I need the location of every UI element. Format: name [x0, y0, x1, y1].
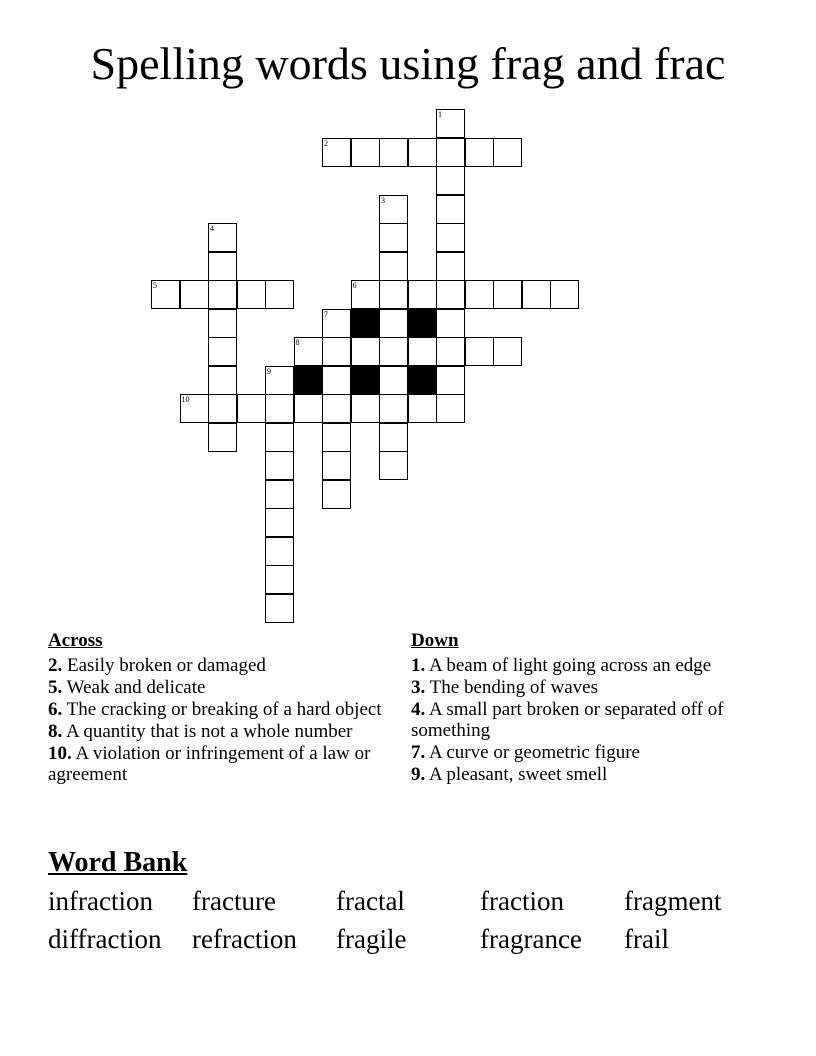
grid-block	[294, 366, 323, 395]
grid-block	[351, 366, 380, 395]
clue-text: Weak and delicate	[66, 677, 206, 698]
grid-cell[interactable]	[379, 366, 408, 395]
grid-block	[408, 366, 437, 395]
down-heading: Down	[411, 630, 459, 651]
grid-cell[interactable]	[322, 423, 351, 452]
clue-text: A violation or infringement of a law or agreement	[48, 743, 371, 785]
down-clues	[411, 630, 756, 786]
word-bank-title: Word Bank	[48, 847, 188, 878]
clue-down-4	[411, 699, 756, 741]
grid-cell[interactable]	[322, 337, 351, 366]
grid-cell[interactable]	[322, 309, 351, 338]
grid-cell[interactable]	[493, 280, 522, 309]
grid-cell[interactable]	[265, 394, 294, 423]
grid-cell[interactable]	[436, 309, 465, 338]
grid-cell[interactable]	[436, 223, 465, 252]
word-bank-item: frail	[624, 924, 669, 954]
grid-cell[interactable]	[294, 337, 323, 366]
cell-number: 6	[352, 281, 357, 290]
clue-text: A pleasant, sweet smell	[428, 764, 608, 785]
grid-cell[interactable]	[379, 394, 408, 423]
clue-text: Easily broken or damaged	[67, 655, 266, 676]
grid-cell[interactable]	[237, 394, 266, 423]
across-heading: Across	[48, 630, 103, 651]
word-bank-item: refraction	[192, 924, 297, 954]
grid-cell[interactable]	[208, 309, 237, 338]
grid-cell[interactable]	[465, 138, 494, 167]
cell-number: 2	[324, 138, 328, 148]
grid-cell[interactable]	[379, 252, 408, 281]
word-bank-item: fracture	[192, 886, 276, 916]
grid-cell[interactable]	[493, 337, 522, 366]
grid-cell[interactable]	[322, 451, 351, 480]
word-bank-item: infraction	[48, 886, 153, 916]
clue-number: 3.	[411, 677, 426, 698]
clue-down-9	[411, 764, 756, 785]
word-bank	[48, 884, 768, 956]
clue-across-10	[48, 743, 393, 785]
grid-cell[interactable]	[436, 394, 465, 423]
grid-cell[interactable]	[208, 423, 237, 452]
grid-cell[interactable]	[379, 337, 408, 366]
grid-cell[interactable]	[265, 594, 294, 623]
clue-down-3	[411, 677, 756, 698]
word-bank-item: diffraction	[48, 924, 162, 954]
clue-number: 6.	[48, 699, 63, 720]
grid-cell[interactable]	[408, 337, 437, 366]
cell-number: 3	[381, 195, 385, 205]
across-clues	[48, 630, 393, 786]
grid-cell[interactable]	[265, 451, 294, 480]
clue-number: 8.	[48, 721, 63, 742]
grid-cell[interactable]	[180, 280, 209, 309]
clue-down-7	[411, 742, 756, 763]
word-bank-item: fractal	[336, 886, 405, 916]
grid-cell[interactable]	[379, 423, 408, 452]
word-bank-item: fragrance	[480, 924, 582, 954]
clue-across-2	[48, 655, 393, 676]
grid-cell[interactable]	[493, 138, 522, 167]
grid-cell[interactable]	[208, 252, 237, 281]
grid-cell[interactable]	[151, 280, 180, 309]
grid-cell[interactable]	[379, 138, 408, 167]
grid-cell[interactable]	[208, 366, 237, 395]
grid-cell[interactable]	[379, 451, 408, 480]
grid-cell[interactable]	[408, 138, 437, 167]
grid-cell[interactable]	[265, 480, 294, 509]
grid-cell[interactable]	[379, 280, 408, 309]
grid-cell[interactable]	[436, 109, 465, 138]
grid-cell[interactable]	[436, 280, 465, 309]
grid-cell[interactable]	[265, 366, 294, 395]
grid-cell[interactable]	[322, 480, 351, 509]
cell-number: 1	[438, 110, 442, 119]
grid-cell[interactable]	[436, 252, 465, 281]
clue-number: 2.	[48, 655, 63, 676]
grid-cell[interactable]	[208, 394, 237, 423]
cell-number: 8	[295, 338, 300, 347]
grid-cell[interactable]	[265, 565, 294, 594]
grid-cell[interactable]	[436, 195, 465, 224]
grid-cell[interactable]	[322, 394, 351, 423]
clue-across-8	[48, 721, 393, 742]
word-bank-item: fragile	[336, 924, 407, 954]
grid-cell[interactable]	[351, 138, 380, 167]
grid-cell[interactable]	[208, 337, 237, 366]
grid-cell[interactable]	[351, 337, 380, 366]
grid-cell[interactable]	[322, 366, 351, 395]
grid-cell[interactable]	[436, 166, 465, 195]
grid-cell[interactable]	[550, 280, 579, 309]
grid-cell[interactable]	[379, 195, 408, 224]
page-title: Spelling words using frag and frac	[90, 38, 726, 89]
grid-cell[interactable]	[408, 394, 437, 423]
cell-number: 7	[324, 309, 328, 319]
clue-text: A beam of light going across an edge	[428, 655, 712, 676]
grid-cell[interactable]	[436, 138, 465, 167]
cell-number: 5	[153, 281, 157, 290]
grid-cell[interactable]	[237, 280, 266, 309]
clue-text: The cracking or breaking of a hard object	[66, 699, 382, 720]
clue-across-5	[48, 677, 393, 698]
word-bank-item: fragment	[624, 886, 722, 916]
grid-block	[351, 309, 380, 338]
clue-number: 7.	[411, 742, 426, 763]
grid-cell[interactable]	[465, 337, 494, 366]
clue-across-6	[48, 699, 393, 720]
grid-cell[interactable]	[208, 280, 237, 309]
grid-cell[interactable]	[465, 280, 494, 309]
clue-text: A small part broken or separated off of something	[411, 699, 724, 741]
grid-cell[interactable]	[180, 394, 209, 423]
grid-cell[interactable]	[379, 223, 408, 252]
grid-cell[interactable]	[351, 394, 380, 423]
grid-cell[interactable]	[265, 280, 294, 309]
cell-number: 10	[181, 395, 190, 404]
clue-text: A quantity that is not a whole number	[65, 721, 353, 742]
clue-down-1	[411, 655, 756, 676]
grid-cell[interactable]	[522, 280, 551, 309]
clue-text: The bending of waves	[429, 677, 598, 698]
grid-cell[interactable]	[265, 508, 294, 537]
word-bank-item: fraction	[480, 886, 564, 916]
grid-cell[interactable]	[265, 423, 294, 452]
clue-text: A curve or geometric figure	[428, 742, 640, 763]
grid-cell[interactable]	[436, 337, 465, 366]
clue-number: 10.	[48, 743, 72, 764]
grid-cell[interactable]	[265, 537, 294, 566]
grid-cell[interactable]	[208, 223, 237, 252]
grid-cell[interactable]	[436, 366, 465, 395]
grid-cell[interactable]	[322, 138, 351, 167]
grid-cell[interactable]	[379, 309, 408, 338]
grid-cell[interactable]	[294, 394, 323, 423]
clue-number: 4.	[411, 699, 426, 720]
clue-number: 9.	[411, 764, 426, 785]
grid-cell[interactable]	[351, 280, 380, 309]
grid-block	[408, 309, 437, 338]
cell-number: 4	[210, 224, 214, 233]
cell-number: 9	[267, 366, 271, 376]
grid-cell[interactable]	[408, 280, 437, 309]
clue-number: 1.	[411, 655, 426, 676]
clue-number: 5.	[48, 677, 63, 698]
